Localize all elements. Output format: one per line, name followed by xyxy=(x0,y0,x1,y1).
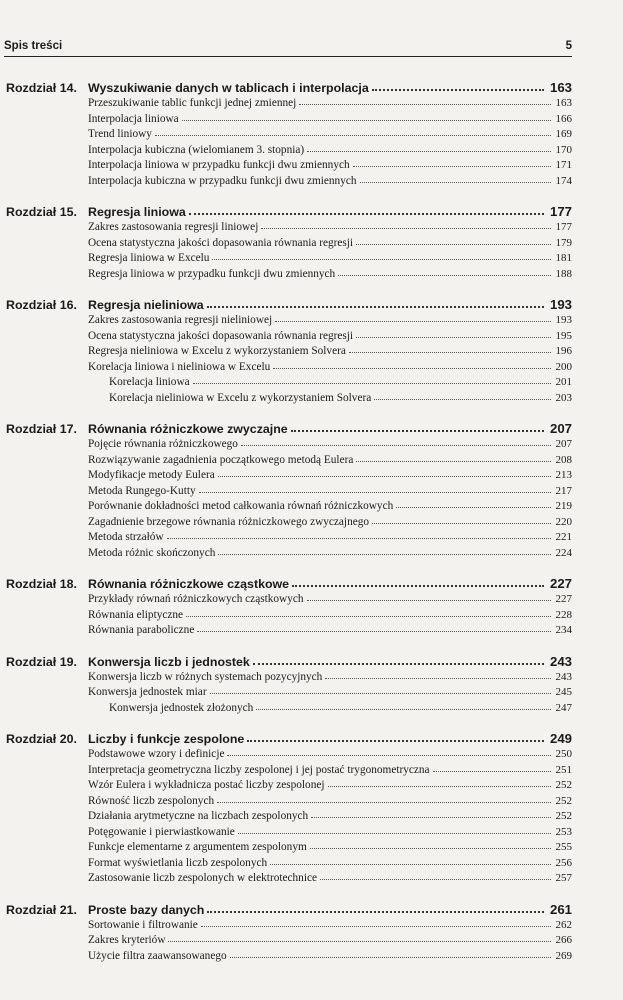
entry-title: Metoda różnic skończonych xyxy=(88,546,216,559)
dot-leader xyxy=(256,708,550,710)
entry-page: 170 xyxy=(555,143,572,156)
entry-title: Ocena statystyczna jakości dopasowania równania regresji xyxy=(88,236,354,249)
entry-title: Równania eliptyczne xyxy=(88,608,184,621)
dot-leader xyxy=(353,165,551,167)
dot-leader xyxy=(261,227,550,229)
entry-page: 203 xyxy=(555,391,572,404)
entry-page: 243 xyxy=(555,670,572,683)
chapter-page: 227 xyxy=(549,576,572,591)
chapter-block xyxy=(6,902,572,966)
dot-leader xyxy=(433,770,551,772)
entry-title: Metoda strzałów xyxy=(88,531,164,543)
entry-page: 252 xyxy=(555,779,572,791)
toc-entry xyxy=(6,330,572,346)
entry-title: Zakres zastosowania regresji nieliniowej xyxy=(88,314,273,326)
toc-entry xyxy=(6,609,572,625)
toc-entry xyxy=(6,175,572,191)
entry-title: Regresja nieliniowa w Excelu z wykorzystaniem Solvera xyxy=(88,345,346,357)
entry-title: Regresja liniowa w przypadku funkcji dwu zmiennych xyxy=(88,267,336,280)
dot-leader xyxy=(325,677,550,679)
chapter-heading xyxy=(6,731,572,748)
chapter-block xyxy=(6,80,572,190)
entry-title: Metoda Rungego-Kutty xyxy=(88,484,196,497)
entry-page: 221 xyxy=(555,531,572,543)
toc-entry xyxy=(6,764,572,780)
chapter-title: Konwersja liczb i jednostek xyxy=(88,654,250,669)
dot-leader xyxy=(307,599,551,601)
dot-leader xyxy=(207,305,544,308)
dot-leader xyxy=(291,429,544,432)
dot-leader xyxy=(199,491,551,493)
dot-leader xyxy=(230,956,551,958)
entry-page: 228 xyxy=(555,608,572,621)
chapter-page: 243 xyxy=(549,653,572,669)
chapter-label: Rozdział 15. xyxy=(6,205,77,219)
toc-entry xyxy=(6,516,572,532)
toc-entry xyxy=(6,314,572,330)
entry-title: Interpretacja geometryczna liczby zespolonej i jej postać trygonometryczna xyxy=(88,763,430,776)
dot-leader xyxy=(372,522,550,524)
dot-leader xyxy=(212,258,550,260)
entry-title: Modyfikacje metody Eulera xyxy=(88,469,215,481)
dot-leader xyxy=(307,150,550,152)
entry-page: 217 xyxy=(555,484,572,497)
entry-page: 188 xyxy=(555,267,572,280)
toc-entry xyxy=(6,500,572,516)
chapter-page: 261 xyxy=(549,901,572,917)
dot-leader xyxy=(292,584,544,587)
entry-page: 266 xyxy=(555,934,572,946)
chapter-block xyxy=(6,421,572,562)
entry-page: 174 xyxy=(555,174,572,187)
entry-page: 256 xyxy=(555,856,572,869)
chapter-title: Równania różniczkowe cząstkowe xyxy=(88,577,290,591)
toc-entry xyxy=(6,934,572,950)
chapter-block xyxy=(6,731,572,888)
chapter-label: Rozdział 20. xyxy=(6,732,77,746)
toc-entry xyxy=(6,345,572,361)
chapter-page: 207 xyxy=(549,421,572,436)
entry-page: 177 xyxy=(555,221,572,233)
chapter-page: 163 xyxy=(549,80,572,95)
entry-page: 247 xyxy=(555,701,572,714)
entry-title: Interpolacja liniowa w przypadku funkcji dwu zmiennych xyxy=(88,159,350,171)
chapter-heading xyxy=(6,204,572,221)
chapter-heading xyxy=(6,902,572,919)
toc-subentry xyxy=(6,392,572,408)
toc-entry xyxy=(6,593,572,609)
dot-leader xyxy=(210,692,551,694)
toc-entry xyxy=(6,919,572,935)
entry-page: 262 xyxy=(555,918,572,931)
entry-title: Korelacja nieliniowa w Excelu z wykorzystaniem Solvera xyxy=(109,391,372,404)
entry-page: 224 xyxy=(555,546,572,559)
dot-leader xyxy=(310,847,551,849)
entry-title: Konwersja jednostek złożonych xyxy=(109,701,254,714)
entry-page: 166 xyxy=(555,112,572,125)
chapter-block xyxy=(6,576,572,640)
chapter-label: Rozdział 18. xyxy=(6,577,77,591)
entry-title: Użycie filtra zaawansowanego xyxy=(88,949,227,962)
chapter-title: Proste bazy danych xyxy=(88,902,205,917)
chapter-heading xyxy=(6,297,572,314)
entry-title: Zakres kryteriów xyxy=(88,934,166,946)
entry-page: 269 xyxy=(555,949,572,962)
entry-page: 163 xyxy=(555,97,572,109)
entry-page: 213 xyxy=(555,469,572,481)
entry-page: 181 xyxy=(555,252,572,264)
entry-title: Zastosowanie liczb zespolonych w elektrotechnice xyxy=(88,872,317,884)
entry-title: Korelacja liniowa i nieliniowa w Excelu xyxy=(88,360,271,373)
entry-title: Regresja liniowa w Excelu xyxy=(88,252,210,264)
entry-title: Działania arytmetyczne na liczbach zespolonych xyxy=(88,810,309,822)
toc-entry xyxy=(6,113,572,129)
entry-title: Trend liniowy xyxy=(88,128,152,140)
entry-title: Podstawowe wzory i definicje xyxy=(88,748,225,760)
toc-entry xyxy=(6,950,572,966)
dot-leader xyxy=(356,460,550,462)
chapter-heading xyxy=(6,576,572,593)
entry-title: Równania paraboliczne xyxy=(88,624,195,636)
toc-entry xyxy=(6,624,572,640)
entry-title: Funkcje elementarne z argumentem zespolonym xyxy=(88,841,307,853)
toc-entry xyxy=(6,144,572,160)
entry-title: Interpolacja liniowa xyxy=(88,112,179,125)
entry-page: 193 xyxy=(555,314,572,326)
chapter-block xyxy=(6,204,572,283)
dot-leader xyxy=(193,382,551,384)
entry-title: Zagadnienie brzegowe równania różniczkowego zwyczajnego xyxy=(88,515,370,528)
dot-leader xyxy=(189,212,544,215)
chapter-page: 177 xyxy=(549,204,572,219)
toc-entry xyxy=(6,485,572,501)
entry-title: Format wyświetlania liczb zespolonych xyxy=(88,856,268,869)
dot-leader xyxy=(197,630,550,632)
dot-leader xyxy=(186,615,550,617)
header-page-number: 5 xyxy=(565,40,572,52)
dot-leader xyxy=(238,832,551,834)
chapter-title: Wyszukiwanie danych w tablicach i interpolacja xyxy=(88,81,369,95)
dot-leader xyxy=(356,336,550,338)
dot-leader xyxy=(396,506,550,508)
entry-page: 208 xyxy=(555,453,572,466)
entry-title: Sortowanie i filtrowanie xyxy=(88,918,198,931)
chapter-title: Regresja nieliniowa xyxy=(88,298,204,312)
toc-entry xyxy=(6,686,572,702)
dot-leader xyxy=(247,739,544,742)
entry-page: 257 xyxy=(555,872,572,884)
entry-page: 234 xyxy=(555,624,572,636)
entry-title: Zakres zastosowania regresji liniowej xyxy=(88,221,259,233)
entry-title: Interpolacja kubiczna w przypadku funkcji dwu zmiennych xyxy=(88,174,357,187)
toc-entry xyxy=(6,872,572,888)
toc-entry xyxy=(6,237,572,253)
entry-title: Przykłady równań różniczkowych cząstkowych xyxy=(88,593,304,605)
dot-leader xyxy=(360,181,551,183)
chapter-page: 193 xyxy=(549,297,572,312)
chapter-block xyxy=(6,297,572,407)
toc-entry xyxy=(6,221,572,237)
dot-leader xyxy=(320,878,551,880)
toc-entry xyxy=(6,252,572,268)
entry-page: 255 xyxy=(555,841,572,853)
chapter-title: Liczby i funkcje zespolone xyxy=(88,732,245,746)
entry-title: Porównanie dokładności metod całkowania równań różniczkowych xyxy=(88,500,394,512)
toc-subentry xyxy=(6,702,572,718)
dot-leader xyxy=(241,444,551,446)
dot-leader xyxy=(218,475,551,477)
chapter-label: Rozdział 21. xyxy=(6,902,77,917)
dot-leader xyxy=(217,801,550,803)
dot-leader xyxy=(201,925,551,927)
entry-title: Równość liczb zespolonych xyxy=(88,794,215,807)
chapter-label: Rozdział 19. xyxy=(6,654,77,669)
dot-leader xyxy=(227,754,550,756)
dot-leader xyxy=(218,553,550,555)
chapter-label: Rozdział 16. xyxy=(6,298,77,312)
dot-leader xyxy=(275,320,550,322)
chapter-block xyxy=(6,654,572,718)
running-header xyxy=(4,38,572,57)
chapter-heading xyxy=(6,654,572,671)
chapter-title: Regresja liniowa xyxy=(88,205,186,219)
dot-leader xyxy=(182,119,551,121)
toc-entry xyxy=(6,531,572,547)
entry-title: Konwersja jednostek miar xyxy=(88,686,207,698)
entry-title: Korelacja liniowa xyxy=(109,376,190,388)
entry-page: 252 xyxy=(555,794,572,807)
entry-page: 250 xyxy=(555,748,572,760)
dot-leader xyxy=(167,537,551,539)
toc-entry xyxy=(6,268,572,284)
chapter-label: Rozdział 14. xyxy=(6,81,77,95)
toc-entry xyxy=(6,857,572,873)
dot-leader xyxy=(311,816,550,818)
dot-leader xyxy=(338,274,550,276)
toc-entry xyxy=(6,361,572,377)
chapter-page: 249 xyxy=(549,731,572,746)
toc-entry xyxy=(6,671,572,687)
entry-page: 207 xyxy=(555,438,572,450)
toc-entry xyxy=(6,779,572,795)
toc-entry xyxy=(6,469,572,485)
entry-page: 253 xyxy=(555,825,572,838)
toc-entry xyxy=(6,97,572,113)
entry-page: 200 xyxy=(555,360,572,373)
dot-leader xyxy=(273,367,550,369)
toc-entry xyxy=(6,795,572,811)
chapter-label: Rozdział 17. xyxy=(6,422,77,436)
entry-page: 245 xyxy=(555,686,572,698)
entry-page: 201 xyxy=(555,376,572,388)
dot-leader xyxy=(372,88,544,91)
table-of-contents xyxy=(6,80,572,979)
entry-title: Rozwiązywanie zagadnienia początkowego metodą Eulera xyxy=(88,453,354,466)
chapter-heading xyxy=(6,80,572,97)
toc-entry xyxy=(6,454,572,470)
entry-page: 251 xyxy=(555,763,572,776)
entry-page: 169 xyxy=(555,128,572,140)
chapter-heading xyxy=(6,421,572,438)
dot-leader xyxy=(349,351,551,353)
entry-page: 227 xyxy=(555,593,572,605)
entry-title: Interpolacja kubiczna (wielomianem 3. stopnia) xyxy=(88,143,305,156)
entry-page: 252 xyxy=(555,810,572,822)
entry-title: Potęgowanie i pierwiastkowanie xyxy=(88,825,235,838)
entry-page: 171 xyxy=(555,159,572,171)
dot-leader xyxy=(328,785,551,787)
entry-page: 179 xyxy=(555,236,572,249)
dot-leader xyxy=(374,398,550,400)
toc-entry xyxy=(6,841,572,857)
toc-entry xyxy=(6,810,572,826)
dot-leader xyxy=(356,243,550,245)
entry-title: Pojęcie równania różniczkowego xyxy=(88,438,238,450)
toc-entry xyxy=(6,547,572,563)
toc-entry xyxy=(6,128,572,144)
entry-page: 220 xyxy=(555,515,572,528)
entry-title: Ocena statystyczna jakości dopasowania równania regresji xyxy=(88,329,354,342)
toc-entry xyxy=(6,159,572,175)
dot-leader xyxy=(207,910,544,913)
chapter-title: Równania różniczkowe zwyczajne xyxy=(88,422,288,436)
dot-leader xyxy=(168,940,550,942)
dot-leader xyxy=(155,134,551,136)
entry-title: Konwersja liczb w różnych systemach pozycyjnych xyxy=(88,670,323,683)
toc-entry xyxy=(6,826,572,842)
toc-subentry xyxy=(6,376,572,392)
dot-leader xyxy=(270,863,550,865)
toc-entry xyxy=(6,438,572,454)
toc-entry xyxy=(6,748,572,764)
dot-leader xyxy=(253,662,544,665)
entry-page: 219 xyxy=(555,500,572,512)
entry-title: Wzór Eulera i wykładnicza postać liczby zespolonej xyxy=(88,779,325,791)
entry-page: 196 xyxy=(555,345,572,357)
entry-page: 195 xyxy=(555,329,572,342)
dot-leader xyxy=(299,103,550,105)
entry-title: Przeszukiwanie tablic funkcji jednej zmiennej xyxy=(88,97,297,109)
header-title: Spis treści xyxy=(4,40,63,52)
